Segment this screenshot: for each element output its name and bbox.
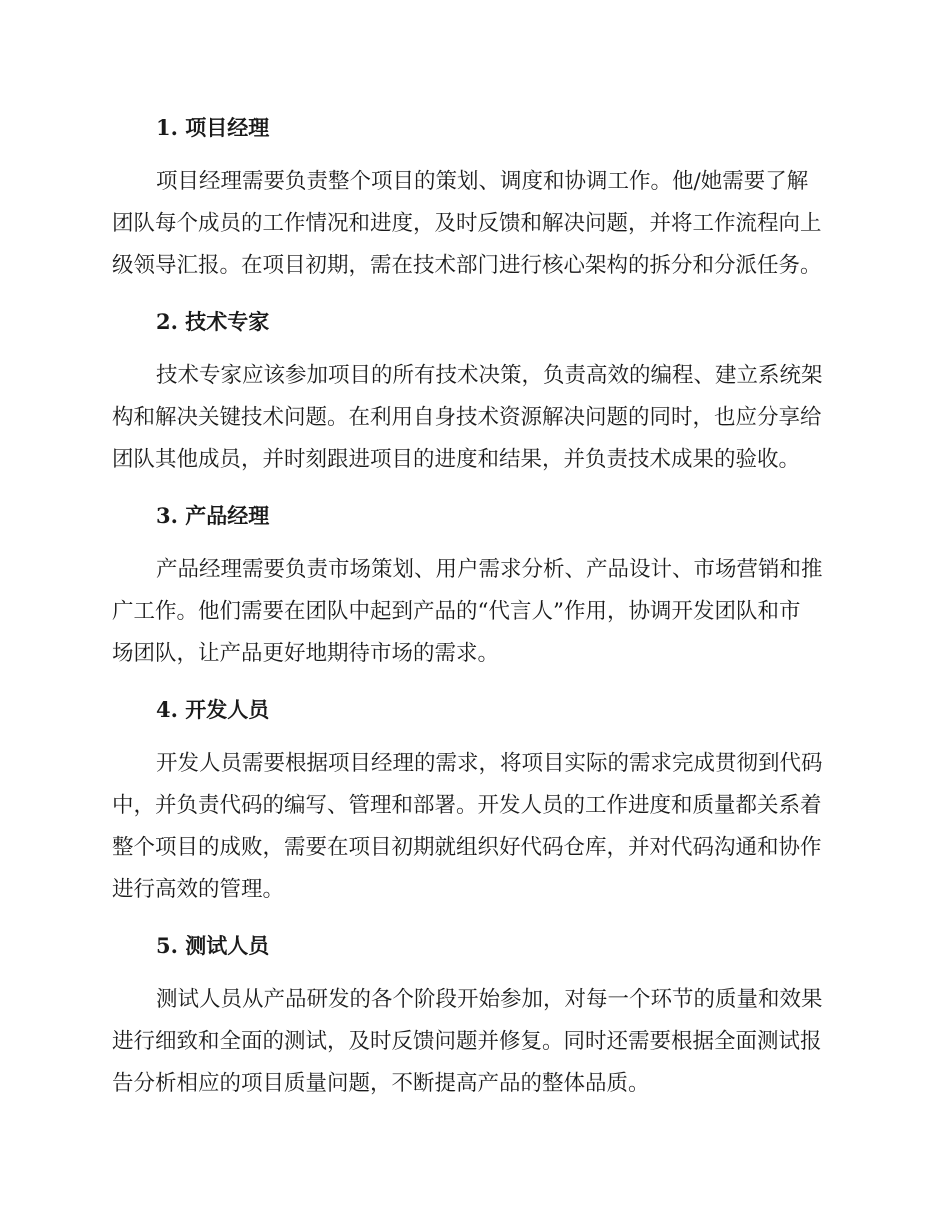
paragraph-line: 项目经理需要负责整个项目的策划、调度和协调工作。他/她需要了解 [156, 169, 809, 194]
section-heading: 4. 开发人员 [156, 697, 270, 722]
paragraph-line: 技术专家应该参加项目的所有技术决策，负责高效的编程、建立系统架 [156, 363, 823, 388]
paragraph-line: 整个项目的成败，需要在项目初期就组织好代码仓库，并对代码沟通和协作 [112, 835, 822, 860]
paragraph-line: 测试人员从产品研发的各个阶段开始参加，对每一个环节的质量和效果 [156, 987, 823, 1012]
section-paragraph [112, 743, 834, 911]
paragraph-line: 构和解决关键技术问题。在利用自身技术资源解决问题的同时，也应分享给 [112, 405, 822, 430]
paragraph-line: 团队其他成员，并时刻跟进项目的进度和结果，并负责技术成果的验收。 [112, 447, 801, 472]
section-paragraph [112, 355, 834, 481]
paragraph-line: 告分析相应的项目质量问题，不断提高产品的整体品质。 [112, 1071, 650, 1096]
paragraph-line: 级领导汇报。在项目初期，需在技术部门进行核心架构的拆分和分派任务。 [112, 253, 822, 278]
paragraph-line: 产品经理需要负责市场策划、用户需求分析、产品设计、市场营销和推 [156, 557, 823, 582]
section-paragraph [112, 161, 834, 287]
section-heading: 3. 产品经理 [156, 503, 270, 528]
paragraph-line: 场团队，让产品更好地期待市场的需求。 [112, 641, 500, 666]
section-paragraph [112, 979, 834, 1105]
paragraph-line: 进行细致和全面的测试，及时反馈问题并修复。同时还需要根据全面测试报 [112, 1029, 822, 1054]
section-heading: 1. 项目经理 [156, 115, 270, 140]
paragraph-line: 团队每个成员的工作情况和进度，及时反馈和解决问题，并将工作流程向上 [112, 211, 822, 236]
section-heading: 5. 测试人员 [156, 933, 270, 958]
paragraph-line: 开发人员需要根据项目经理的需求，将项目实际的需求完成贯彻到代码 [156, 751, 823, 776]
section-heading: 2. 技术专家 [156, 309, 270, 334]
section-paragraph [112, 549, 834, 675]
paragraph-line: 广工作。他们需要在团队中起到产品的“代言人”作用，协调开发团队和市 [112, 599, 801, 624]
paragraph-line: 中，并负责代码的编写、管理和部署。开发人员的工作进度和质量都关系着 [112, 793, 822, 818]
paragraph-line: 进行高效的管理。 [112, 877, 285, 902]
